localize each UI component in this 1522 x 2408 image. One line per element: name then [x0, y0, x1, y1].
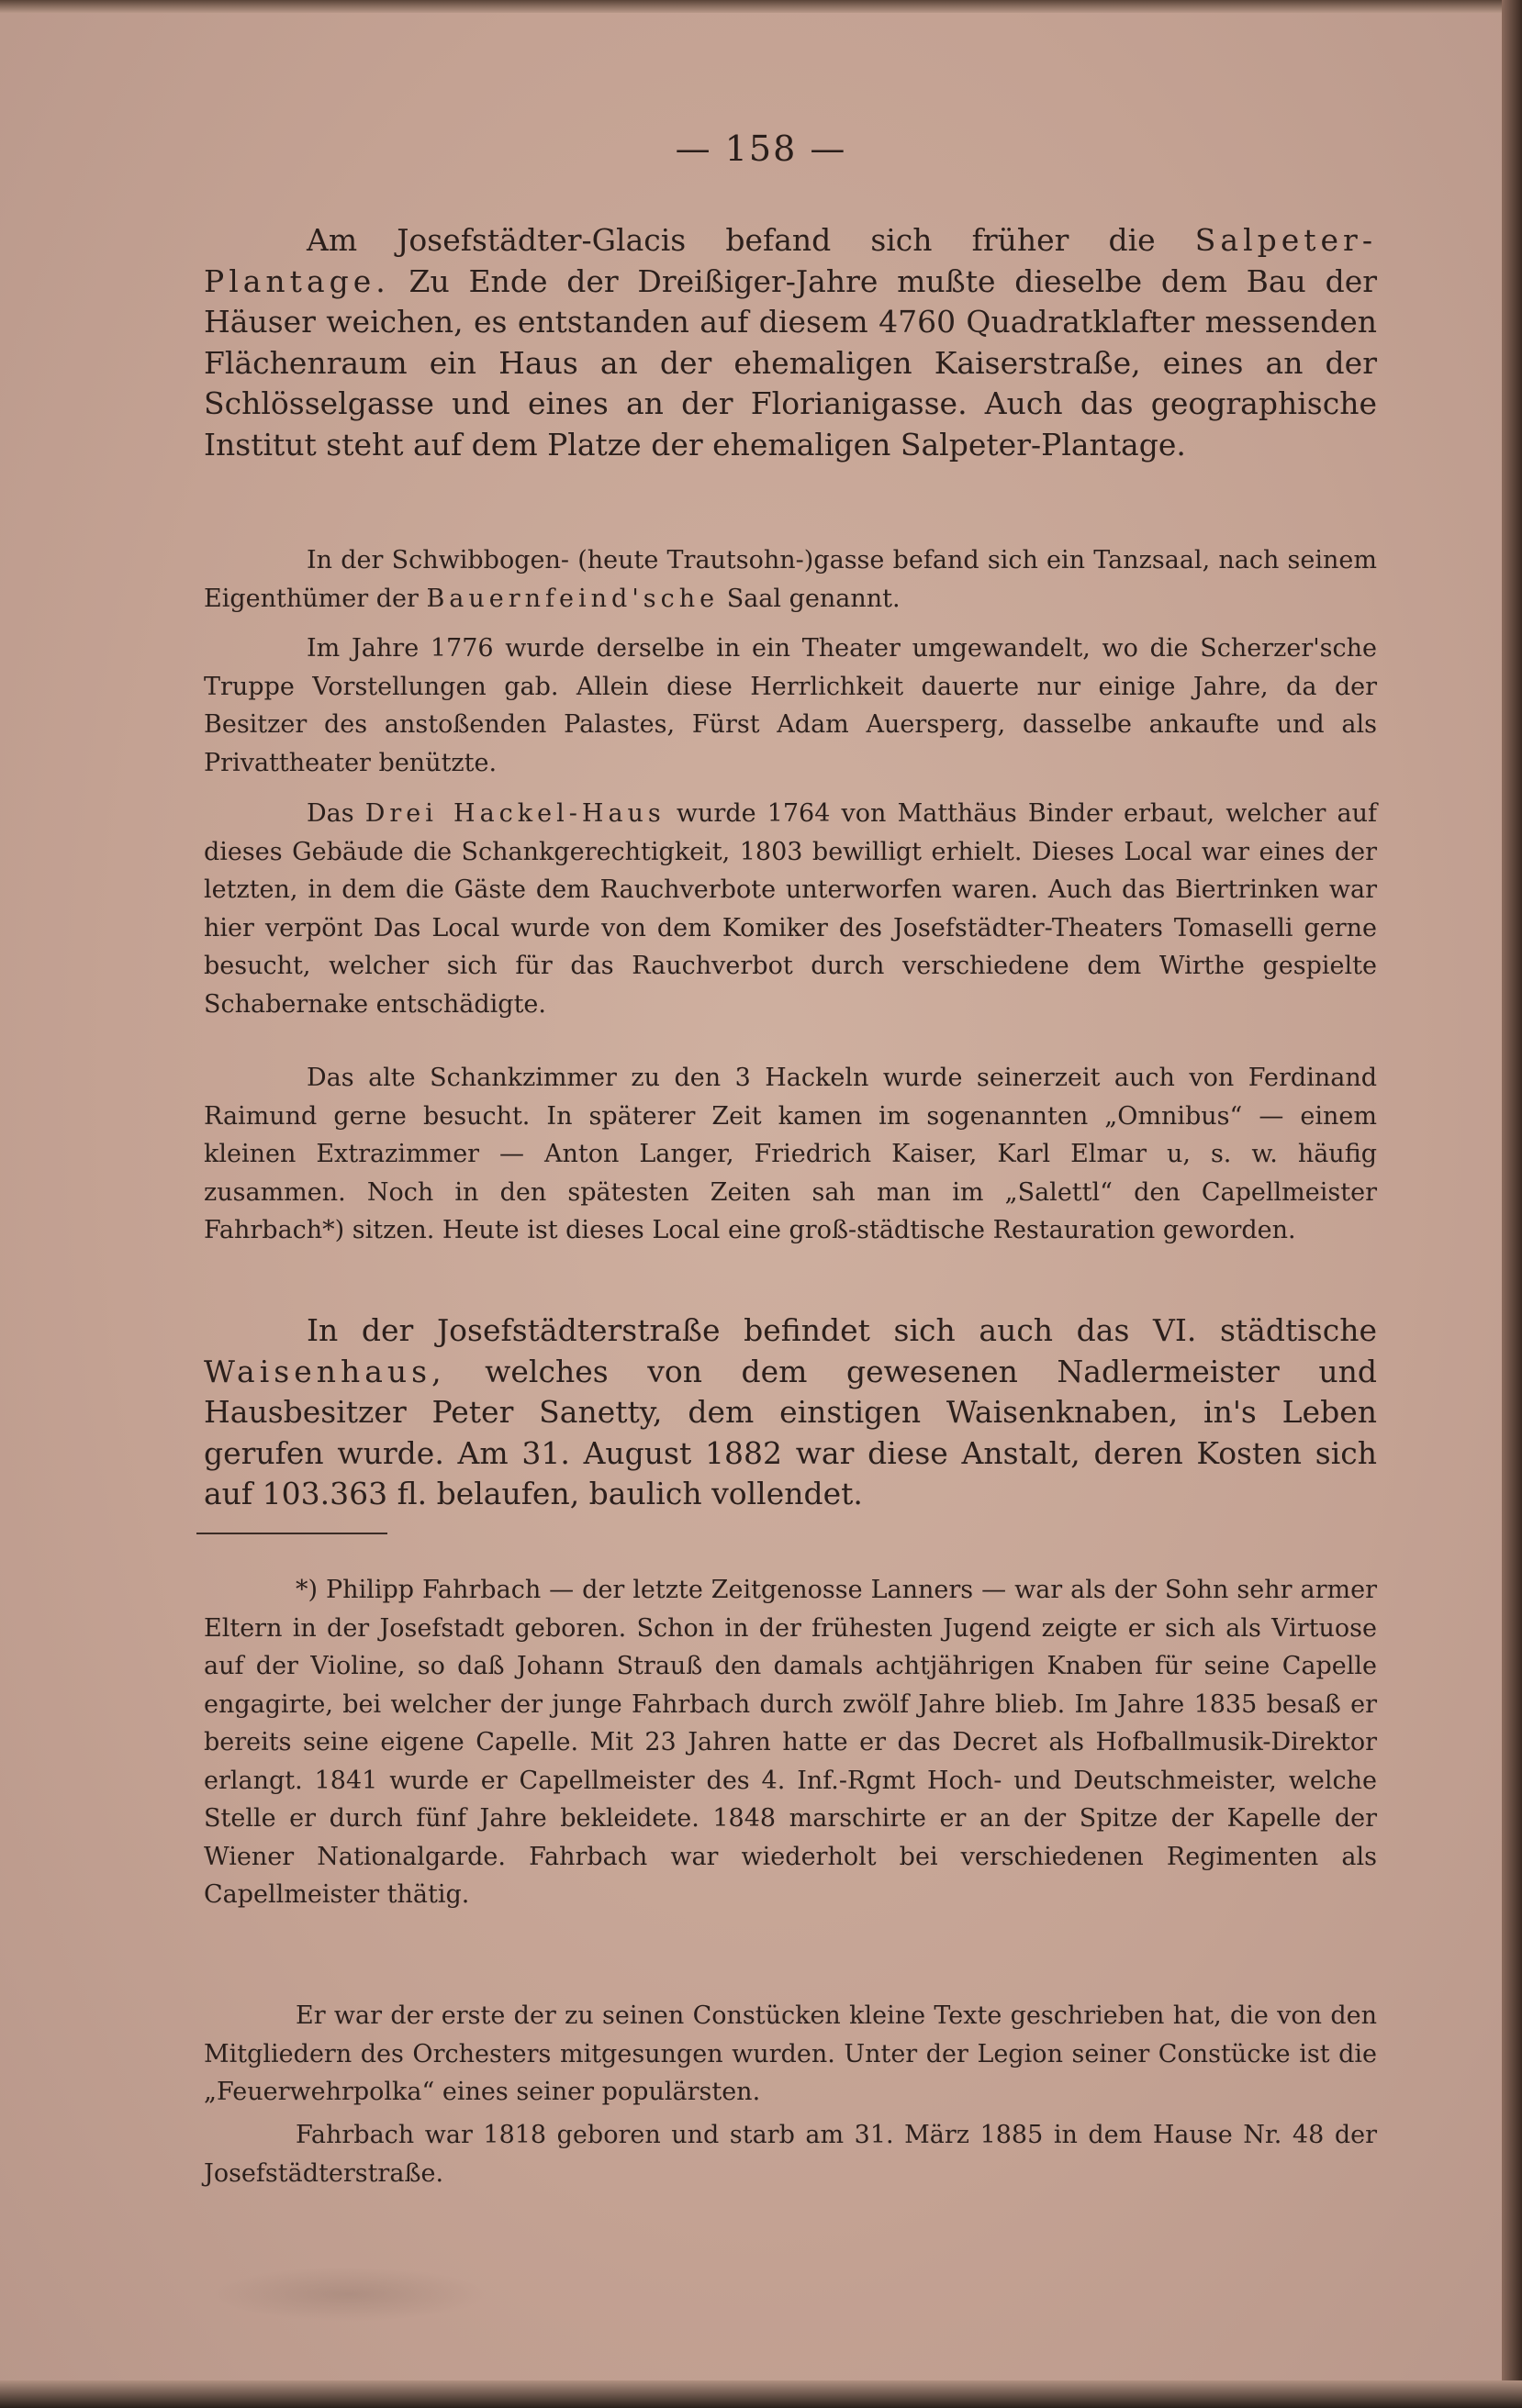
text-run: wurde 1764 von Matthäus Binder erbaut, welcher auf dieses Gebäude die Schankgerechtigkeit, 1803 bewilligt erhielt. Dieses Local war eines der letzten, in dem die Gäste dem Rauchverbote unterworfen waren. Auch das Biertrinken war hier verpönt Das Local wurde von dem Komiker des Josefstädter-Theaters Tomaselli gerne besucht, welcher sich für das Rauchverbot durch verschiedene dem Wirthe gespielte Schabernake entschädigte. [204, 799, 1377, 1019]
footnote-geboren [204, 2116, 1377, 2192]
footnote-constuecke [204, 1997, 1377, 2112]
footnote-divider [196, 1533, 387, 1534]
text-run: Saal genannt. [719, 584, 901, 613]
page-binding-edge [1502, 0, 1522, 2408]
paragraph-drei-hackel-haus [204, 795, 1377, 1023]
paragraph-schankzimmer [204, 1059, 1377, 1250]
page-bottom-edge [0, 2380, 1522, 2408]
paragraph-tanzsaal [204, 541, 1377, 618]
paragraph-salpeter-plantage [204, 220, 1377, 465]
text-run: Das [307, 799, 365, 828]
text-run: In der Schwibbogen- (heute Trautsohn-)gasse befand sich ein Tanzsaal, nach seinem Eigenthümer der [204, 546, 1377, 613]
footnote-text: Fahrbach war 1818 geboren und starb am 31. März 1885 in dem Hause Nr. 48 der Josefstädterstraße. [204, 2121, 1377, 2188]
text-run: Am Josefstädter-Glacis befand sich früher die [307, 222, 1195, 258]
emphasis-drei-hackel-haus: Drei Hackel-Haus [364, 799, 666, 828]
paragraph-text [204, 541, 1377, 618]
page-top-edge [0, 0, 1522, 13]
footnote-text: Er war der erste der zu seinen Constücken kleine Texte geschrieben hat, die von den Mitgliedern des Orchesters mitgesungen wurden. Unter der Legion seiner Constücke ist die „Feuerwehrpolka“ eines seiner populärsten. [204, 2001, 1377, 2106]
page-number: — 158 — [675, 128, 847, 169]
paragraph-theater [204, 630, 1377, 782]
page-smudge [211, 2267, 487, 2322]
footnote-text: *) Philipp Fahrbach — der letzte Zeitgenosse Lanners — war als der Sohn sehr armer Eltern in der Josefstadt geboren. Schon in der frühesten Jugend zeigte er sich als Virtuose auf der Violine, so daß Johann Strauß den damals achtjährigen Knaben für seine Capelle engagirte, bei welcher der junge Fahrbach durch zwölf Jahre blieb. Im Jahre 1835 besaß er bereits seine eigene Capelle. Mit 23 Jahren hatte er das Decret als Hofballmusik-Direktor erlangt. 1841 wurde er Capellmeister des 4. Inf.-Rgmt Hoch- und Deutschmeister, welche Stelle er durch fünf Jahre bekleidete. 1848 marschirte er an der Spitze der Kapelle der Wiener Nationalgarde. Fahrbach war wiederholt bei verschiedenen Regimenten als Capellmeister thätig. [204, 1576, 1377, 1909]
emphasis-salpeter-plantage: Salpeter-Plantage. [204, 222, 1377, 299]
paragraph-text [204, 795, 1377, 1023]
text-run: Zu Ende der Dreißiger-Jahre mußte dieselbe dem Bau der Häuser weichen, es entstanden auf diesem 4760 Quadratklafter messenden Flächenraum ein Haus an der ehemaligen Kaiserstraße, eines an der Schlösselgasse und eines an der Florianigasse. Auch das geographische Institut steht auf dem Platze der ehemaligen Salpeter-Plantage. [204, 262, 1377, 463]
paragraph-text: Im Jahre 1776 wurde derselbe in ein Theater umgewandelt, wo die Scherzer'sche Truppe Vorstellungen gab. Allein diese Herrlichkeit dauerte nur einige Jahre, da der Besitzer des anstoßenden Palastes, Fürst Adam Auersperg, dasselbe ankaufte und als Privattheater benützte. [204, 634, 1377, 777]
paragraph-text [204, 1310, 1377, 1515]
text-run: welches von dem gewesenen Nadlermeister und Hausbesitzer Peter Sanetty, dem einstigen Waisenknaben, in's Leben gerufen wurde. Am 31. August 1882 war diese Anstalt, deren Kosten sich auf 103.363 fl. belaufen, baulich vollendet. [204, 1353, 1377, 1511]
paragraph-waisenhaus [204, 1310, 1377, 1515]
footnote-fahrbach [204, 1571, 1377, 1914]
text-run: In der Josefstädterstraße befindet sich auch das VI. städtische [307, 1312, 1377, 1348]
emphasis-bauernfeind: Bauernfeind'sche [426, 584, 720, 613]
paragraph-text [204, 220, 1377, 465]
paragraph-text: Das alte Schankzimmer zu den 3 Hackeln wurde seinerzeit auch von Ferdinand Raimund gerne besucht. In späterer Zeit kamen im sogenannten „Omnibus“ — einem kleinen Extrazimmer — Anton Langer, Friedrich Kaiser, Karl Elmar u, s. w. häufig zusammen. Noch in den spätesten Zeiten sah man im „Salettl“ den Capellmeister Fahrbach*) sitzen. Heute ist dieses Local eine groß-städtische Restauration geworden. [204, 1064, 1377, 1244]
emphasis-waisenhaus: Waisenhaus, [204, 1353, 446, 1389]
